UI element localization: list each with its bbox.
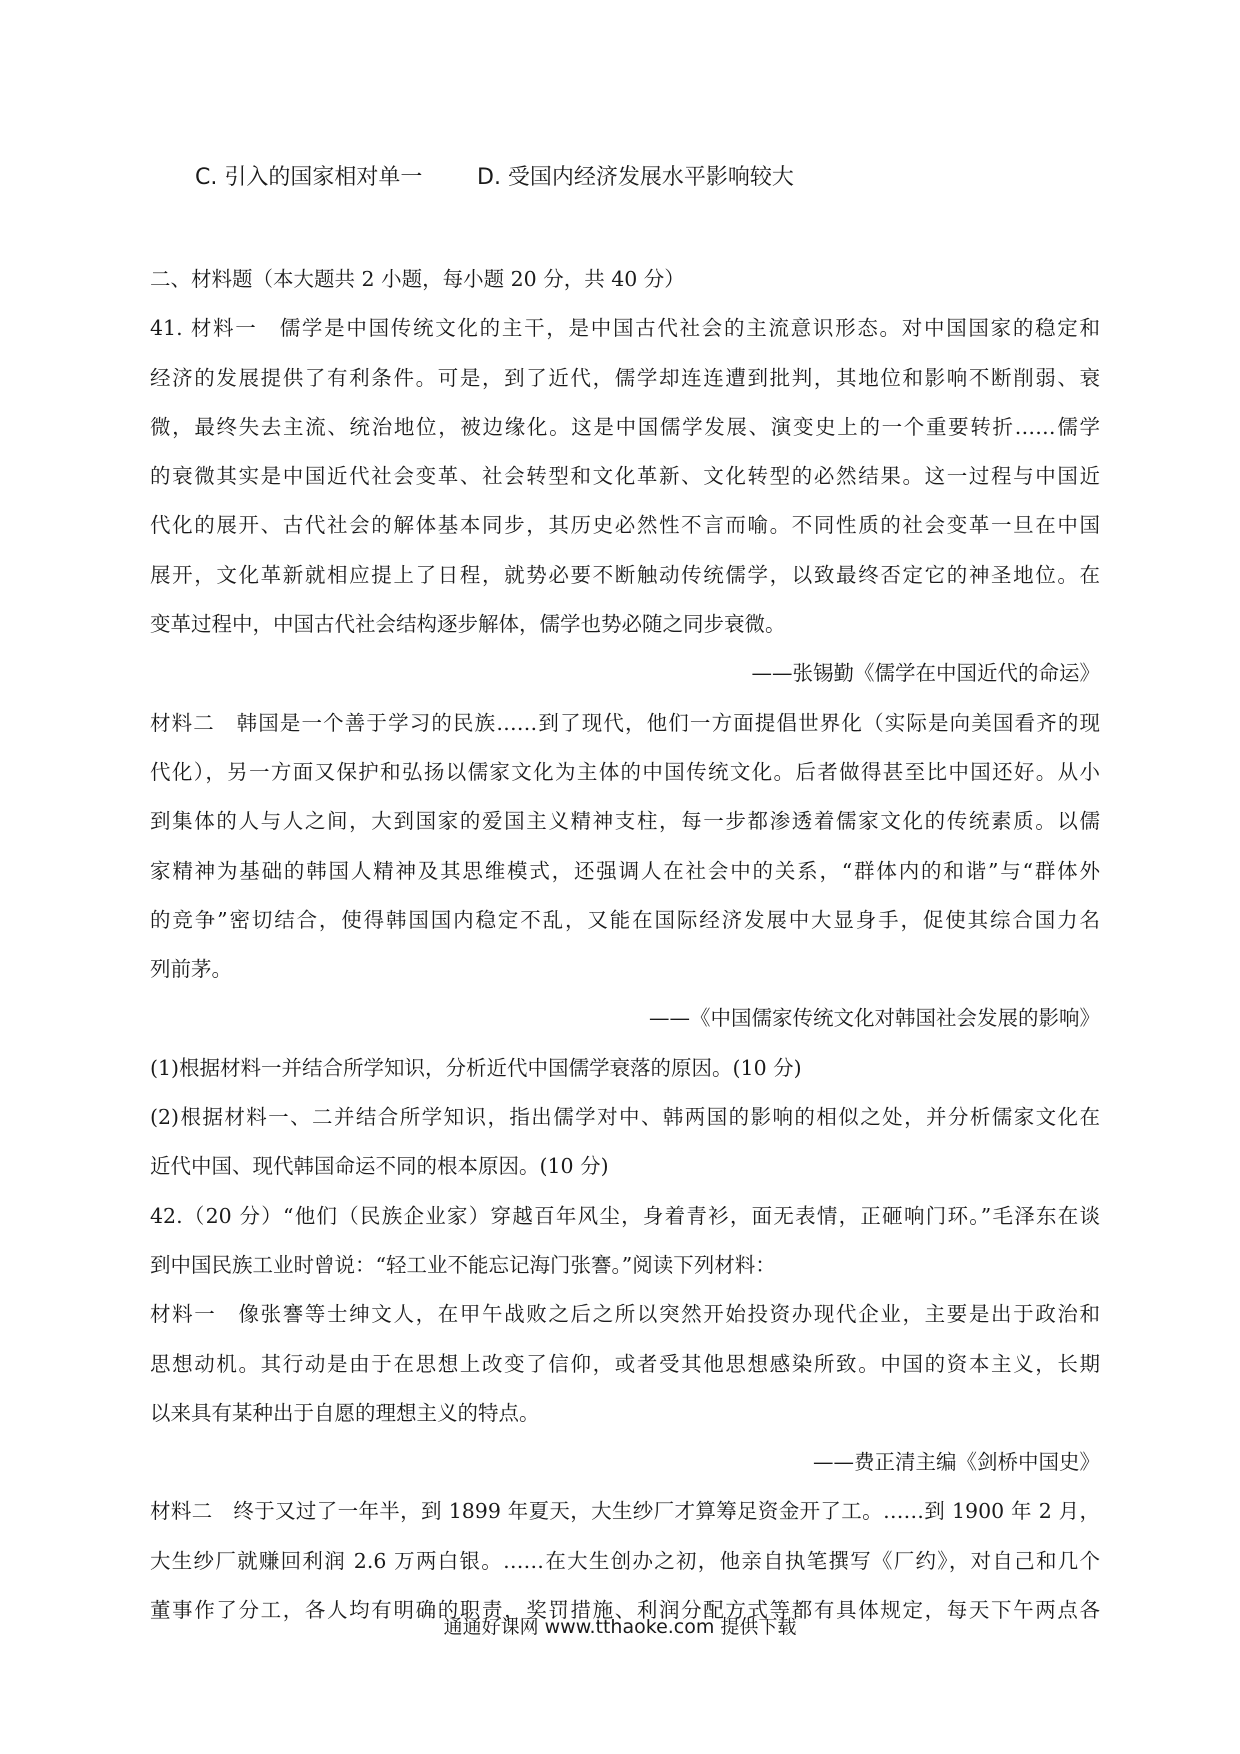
q41-material1-line: 展开，文化革新就相应提上了日程，就势必要不断触动传统儒学，以致最终否定它的神圣地位。在	[150, 562, 1100, 587]
q41-material1-line: 41. 材料一 儒学是中国传统文化的主干，是中国古代社会的主流意识形态。对中国国家的稳定和	[150, 316, 1100, 341]
q42-intro-line: 到中国民族工业时曾说：“轻工业不能忘记海门张謇。”阅读下列材料：	[150, 1252, 776, 1277]
q42-material2-line: 材料二 终于又过了一年半，到 1899 年夏天，大生纱厂才算筹足资金开了工。……到 1900 年 2 月，	[150, 1499, 1100, 1524]
q41-material2-line: 的竞争”密切结合，使得韩国国内稳定不乱，又能在国际经济发展中大显身手，促使其综合国力名	[150, 907, 1100, 932]
main-content	[150, 255, 1100, 1635]
q42-material2-line: 董事作了分工，各人均有明确的职责，奖罚措施、利润分配方式等都有具体规定，每天下午两点各	[150, 1598, 1100, 1623]
option-d: D. 受国内经济发展水平影响较大	[477, 165, 794, 190]
q41-material2-line: 家精神为基础的韩国人精神及其思维模式，还强调人在社会中的关系，“群体内的和谐”与“群体外	[150, 858, 1100, 883]
q42-material1-source: ——费正清主编《剑桥中国史》	[813, 1450, 1100, 1475]
answer-options-row	[195, 160, 794, 191]
q41-subquestion-2-line: (2)根据材料一、二并结合所学知识，指出儒学对中、韩两国的影响的相似之处，并分析儒家文化在	[150, 1105, 1100, 1130]
q41-material2-source: ——《中国儒家传统文化对韩国社会发展的影响》	[649, 1006, 1100, 1031]
q41-material1-line: 的衰微其实是中国近代社会变革、社会转型和文化革新、文化转型的必然结果。这一过程与中国近	[150, 464, 1100, 489]
q41-subquestion-2-line: 近代中国、现代韩国命运不同的根本原因。(10 分)	[150, 1154, 609, 1179]
option-c: C. 引入的国家相对单一	[195, 165, 423, 190]
q41-material1-line: 代化的展开、古代社会的解体基本同步，其历史必然性不言而喻。不同性质的社会变革一旦在中国	[150, 513, 1100, 538]
q42-material1-line: 思想动机。其行动是由于在思想上改变了信仰，或者受其他思想感染所致。中国的资本主义，长期	[150, 1351, 1100, 1376]
q41-material1-line: 微，最终失去主流、统治地位，被边缘化。这是中国儒学发展、演变史上的一个重要转折……儒学	[150, 414, 1100, 439]
q42-material1-line: 材料一 像张謇等士绅文人，在甲午战败之后之所以突然开始投资办现代企业，主要是出于政治和	[150, 1302, 1100, 1327]
q41-material2-line: 列前茅。	[150, 957, 232, 982]
q41-subquestion-1: (1)根据材料一并结合所学知识，分析近代中国儒学衰落的原因。(10 分)	[150, 1055, 802, 1080]
q41-material1-source: ——张锡勤《儒学在中国近代的命运》	[751, 661, 1100, 686]
q41-material2-line: 代化），另一方面又保护和弘扬以儒家文化为主体的中国传统文化。后者做得甚至比中国还好。从小	[150, 759, 1100, 784]
q41-material1-line: 变革过程中，中国古代社会结构逐步解体，儒学也势必随之同步衰微。	[150, 612, 786, 637]
q41-material2-line: 材料二 韩国是一个善于学习的民族……到了现代，他们一方面提倡世界化（实际是向美国看齐的现	[150, 710, 1100, 735]
q41-material1-line: 经济的发展提供了有利条件。可是，到了近代，儒学却连连遭到批判，其地位和影响不断削弱、衰	[150, 365, 1100, 390]
page-footer: 通通好课网 www.tthaoke.com 提供下载	[443, 1616, 797, 1638]
section-heading: 二、材料题（本大题共 2 小题，每小题 20 分，共 40 分）	[150, 267, 685, 291]
q42-intro-line: 42.（20 分）“他们（民族企业家）穿越百年风尘，身着青衫，面无表情，正砸响门环。”毛泽东在谈	[150, 1203, 1100, 1228]
q42-material1-line: 以来具有某种出于自愿的理想主义的特点。	[150, 1400, 540, 1425]
q42-material2-line: 大生纱厂就赚回利润 2.6 万两白银。……在大生创办之初，他亲自执笔撰写《厂约》，对自己和几个	[150, 1548, 1100, 1573]
q41-material2-line: 到集体的人与人之间，大到国家的爱国主义精神支柱，每一步都渗透着儒家文化的传统素质。以儒	[150, 809, 1100, 834]
